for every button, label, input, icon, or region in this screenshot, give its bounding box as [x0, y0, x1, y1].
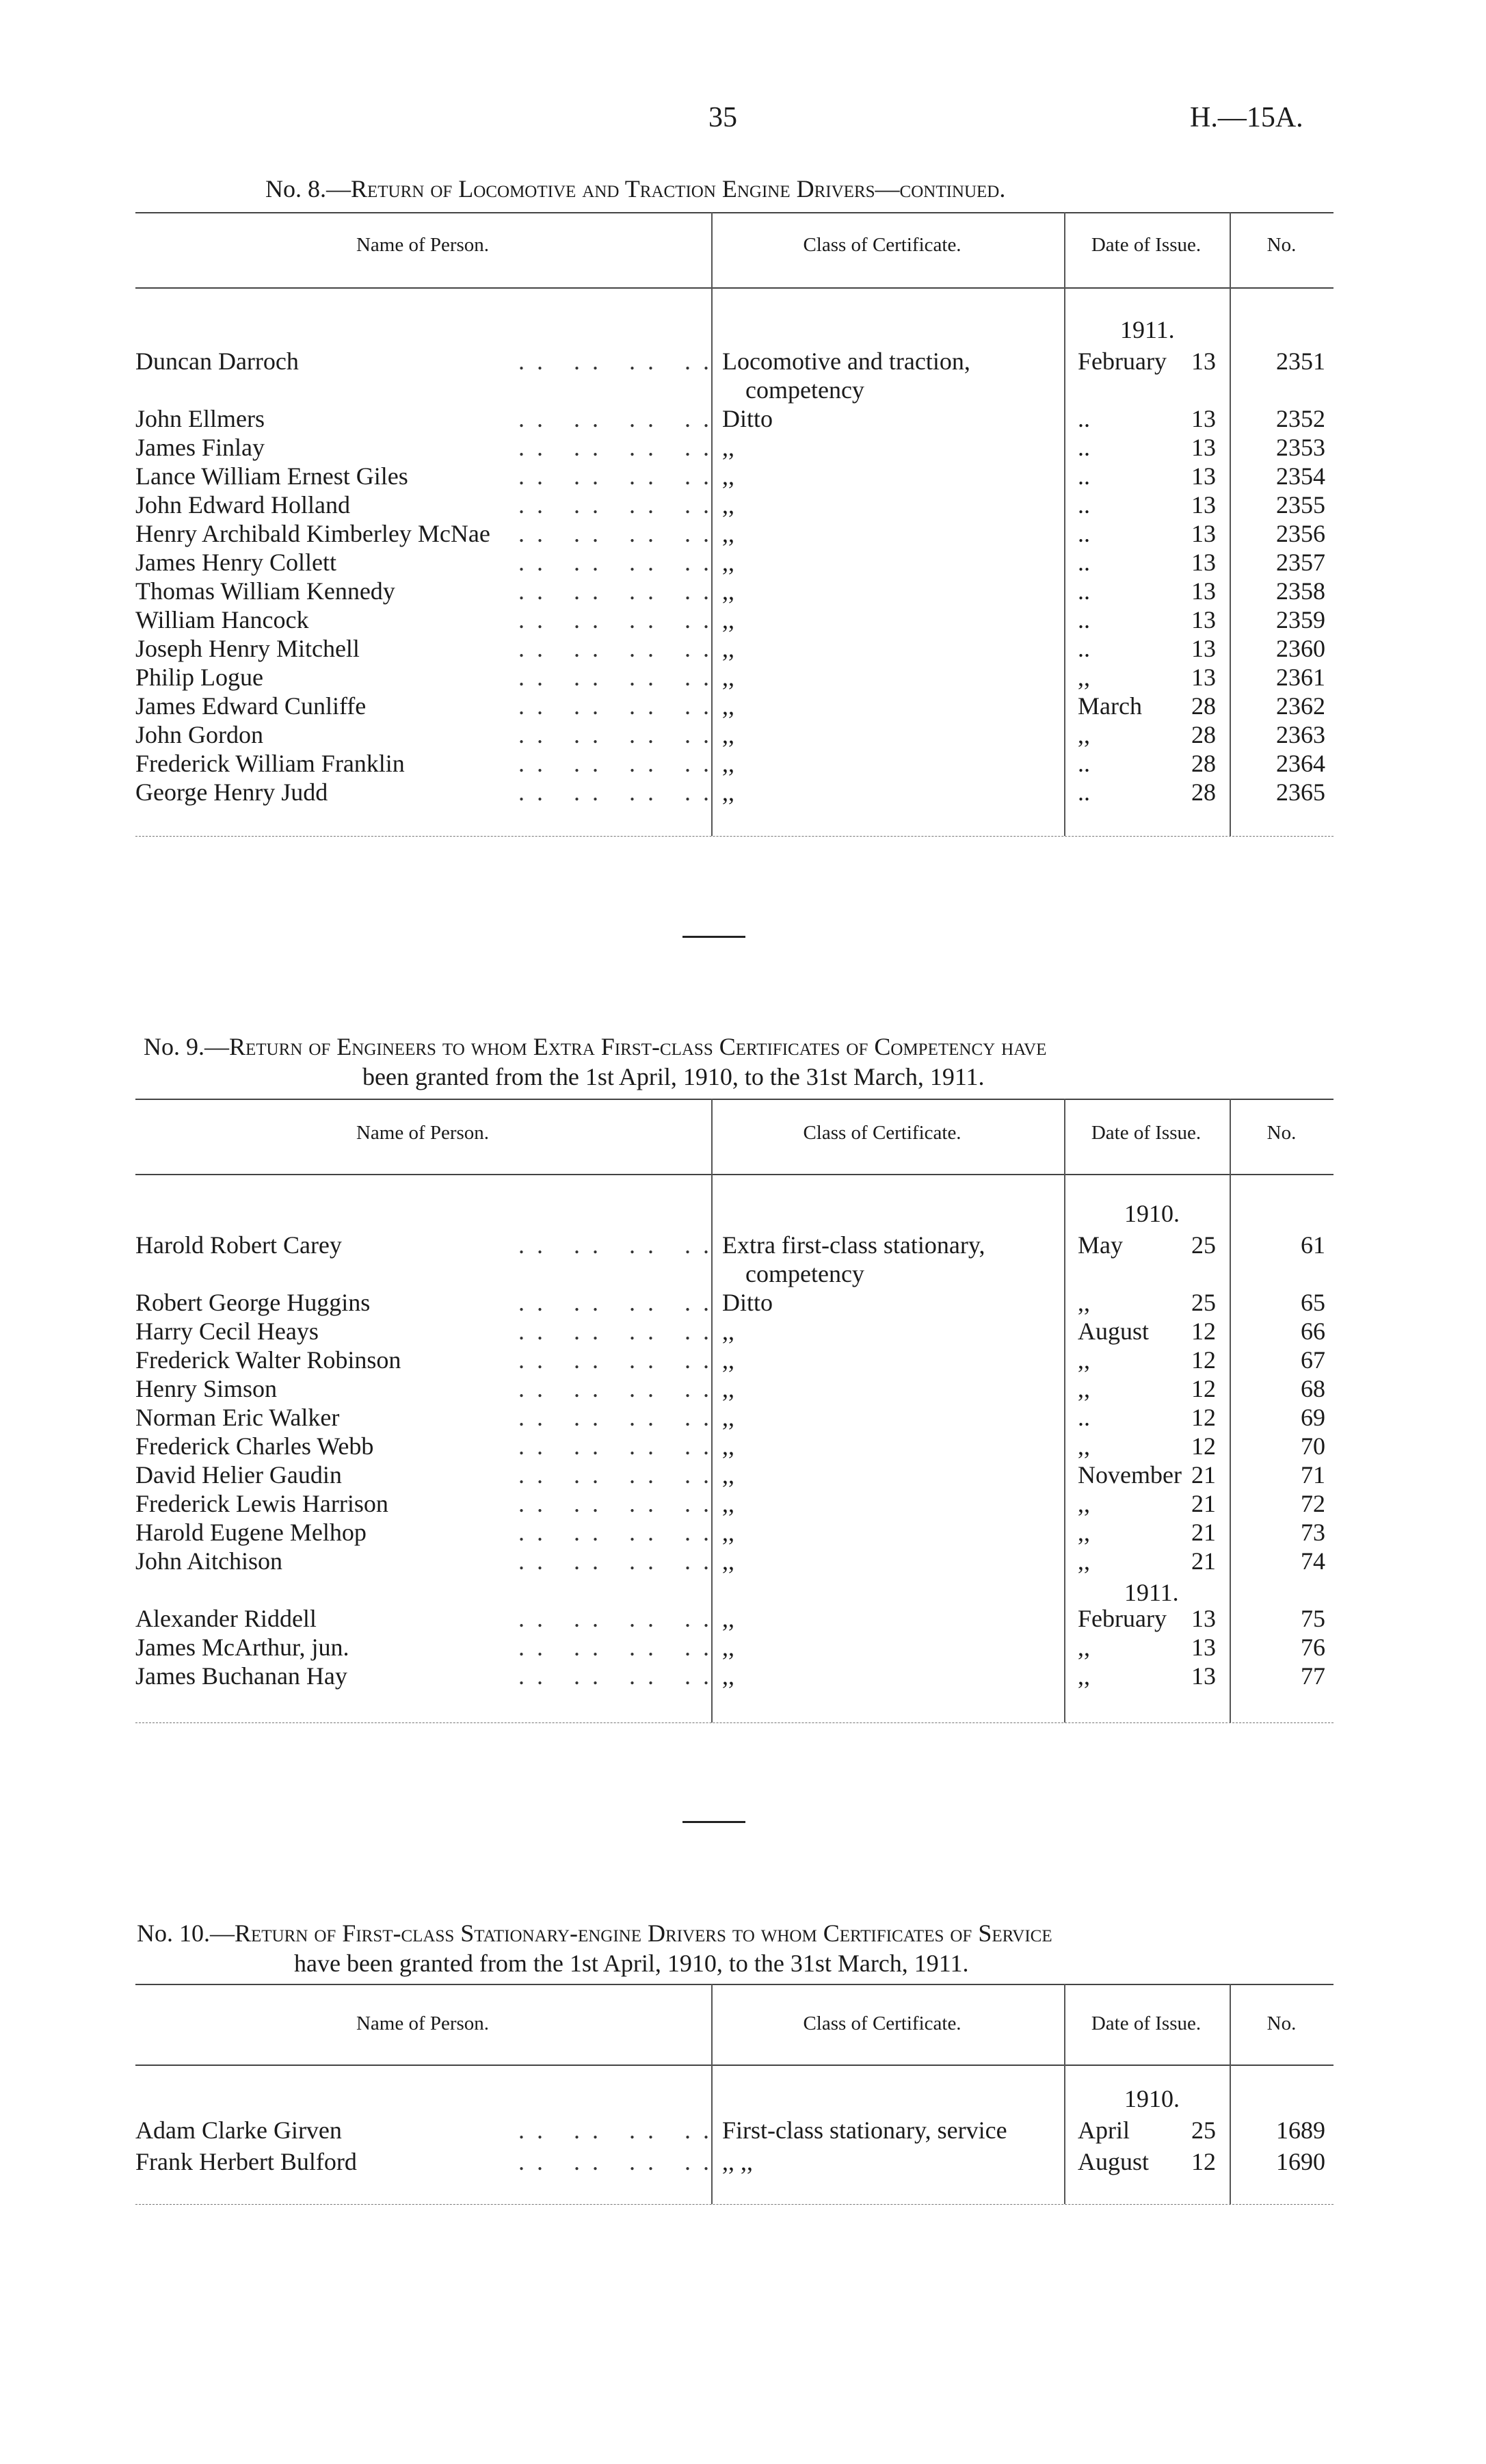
certificate-number: 2353 [1276, 434, 1325, 461]
certificate-class: Locomotive and traction, [722, 348, 970, 375]
certificate-class-continued: competency [745, 376, 864, 404]
certificate-number: 2364 [1276, 750, 1325, 777]
issue-day: 21 [1191, 1547, 1216, 1575]
person-name: John Aitchison [135, 1547, 283, 1575]
certificate-number: 74 [1301, 1547, 1325, 1575]
person-name: John Edward Holland [135, 491, 350, 519]
issue-day: 12 [1191, 1432, 1216, 1460]
certificate-number: 2361 [1276, 664, 1325, 691]
person-name: David Helier Gaudin [135, 1461, 342, 1489]
issue-month: .. [1078, 1404, 1090, 1431]
leader-dots: .. .. .. .. [518, 1231, 721, 1259]
issue-month: ,, [1078, 1547, 1090, 1575]
table10-col-no: No. [1266, 2013, 1297, 2034]
certificate-class: ,, [722, 520, 734, 547]
issue-month: .. [1078, 491, 1090, 519]
table10-year: 1910. [1124, 2085, 1180, 2112]
leader-dots: .. .. .. .. [518, 405, 721, 432]
leader-dots: .. .. .. .. [518, 491, 721, 519]
page-number: 35 [708, 102, 737, 133]
person-name: Frederick Lewis Harrison [135, 1490, 388, 1517]
certificate-class: ,, [722, 1490, 734, 1517]
leader-dots: .. .. .. .. [518, 606, 721, 633]
person-name: James Buchanan Hay [135, 1662, 347, 1690]
person-name: John Ellmers [135, 405, 265, 432]
certificate-number: 2365 [1276, 778, 1325, 806]
leader-dots: .. .. .. .. [518, 721, 721, 748]
issue-month: ,, [1078, 1519, 1090, 1546]
issue-month: February [1078, 348, 1167, 375]
leader-dots: .. .. .. .. [518, 549, 721, 576]
leader-dots: .. .. .. .. [518, 1490, 721, 1517]
certificate-number: 2354 [1276, 462, 1325, 490]
issue-month: ,, [1078, 1346, 1090, 1374]
issue-day: 21 [1191, 1519, 1216, 1546]
leader-dots: .. .. .. .. [518, 1461, 721, 1489]
person-name: William Hancock [135, 606, 309, 633]
leader-dots: .. .. .. .. [518, 462, 721, 490]
table8-col-date: Date of Issue. [1091, 234, 1202, 256]
issue-day: 28 [1191, 721, 1216, 748]
certificate-number: 67 [1301, 1346, 1325, 1374]
issue-day: 28 [1191, 778, 1216, 806]
certificate-number: 65 [1301, 1289, 1325, 1316]
issue-day: 13 [1191, 577, 1216, 605]
issue-day: 25 [1191, 1289, 1216, 1316]
issue-month: November [1078, 1461, 1182, 1489]
certificate-class: ,, [722, 778, 734, 806]
issue-day: 21 [1191, 1490, 1216, 1517]
person-name: Norman Eric Walker [135, 1404, 340, 1431]
leader-dots: .. .. .. .. [518, 2116, 721, 2144]
certificate-class: First-class stationary, service [722, 2116, 1007, 2144]
issue-month: ,, [1078, 1662, 1090, 1690]
person-name: Adam Clarke Girven [135, 2116, 342, 2144]
certificate-class: ,, [722, 1346, 734, 1374]
person-name: Philip Logue [135, 664, 263, 691]
issue-month: .. [1078, 520, 1090, 547]
person-name: Lance William Ernest Giles [135, 462, 408, 490]
leader-dots: .. .. .. .. [518, 1662, 721, 1690]
leader-dots: .. .. .. .. [518, 1346, 721, 1374]
leader-dots: .. .. .. .. [518, 1634, 721, 1661]
issue-day: 25 [1191, 2116, 1216, 2144]
issue-day: 13 [1191, 1634, 1216, 1661]
table9-year-1910: 1910. [1124, 1200, 1180, 1227]
issue-month: .. [1078, 778, 1090, 806]
certificate-class: ,, [722, 606, 734, 633]
person-name: James Edward Cunliffe [135, 692, 367, 720]
person-name: George Henry Judd [135, 778, 328, 806]
issue-month: ,, [1078, 1634, 1090, 1661]
issue-day: 12 [1191, 1346, 1216, 1374]
certificate-class: Ditto [722, 1289, 773, 1316]
certificate-number: 2358 [1276, 577, 1325, 605]
certificate-class: ,, [722, 1461, 734, 1489]
issue-month: February [1078, 1605, 1167, 1632]
certificate-number: 66 [1301, 1318, 1325, 1345]
section-separator [682, 1821, 745, 1823]
issue-day: 13 [1191, 520, 1216, 547]
issue-month: .. [1078, 462, 1090, 490]
leader-dots: .. .. .. .. [518, 1289, 721, 1316]
leader-dots: .. .. .. .. [518, 1432, 721, 1460]
person-name: Joseph Henry Mitchell [135, 635, 360, 662]
person-name: Robert George Huggins [135, 1289, 371, 1316]
leader-dots: .. .. .. .. [518, 635, 721, 662]
issue-month: .. [1078, 577, 1090, 605]
certificate-class: ,, [722, 1318, 734, 1345]
table9-year-1911: 1911. [1124, 1579, 1179, 1606]
issue-day: 13 [1191, 549, 1216, 576]
person-name: Henry Archibald Kimberley McNae [135, 520, 490, 547]
table8-col-class: Class of Certificate. [803, 234, 961, 256]
issue-day: 13 [1191, 606, 1216, 633]
leader-dots: .. .. .. .. [518, 1605, 721, 1632]
issue-day: 12 [1191, 1375, 1216, 1402]
certificate-class: ,, [722, 1404, 734, 1431]
certificate-number: 2362 [1276, 692, 1325, 720]
issue-day: 12 [1191, 2148, 1216, 2175]
certificate-class: ,, [722, 1375, 734, 1402]
leader-dots: .. .. .. .. [518, 1404, 721, 1431]
certificate-class: Extra first-class stationary, [722, 1231, 985, 1259]
certificate-number: 2357 [1276, 549, 1325, 576]
issue-month: ,, [1078, 664, 1090, 691]
certificate-class: ,, [722, 1432, 734, 1460]
certificate-class: ,, [722, 1547, 734, 1575]
leader-dots: .. .. .. .. [518, 577, 721, 605]
certificate-number: 73 [1301, 1519, 1325, 1546]
certificate-class: ,, [722, 750, 734, 777]
leader-dots: .. .. .. .. [518, 1547, 721, 1575]
certificate-number: 2360 [1276, 635, 1325, 662]
certificate-class: ,, ,, [722, 2148, 753, 2175]
table10-title-line2: have been granted from the 1st April, 1910, to the 31st March, 1911. [294, 1950, 969, 1977]
issue-month: August [1078, 2148, 1150, 2175]
table9-title-line1: Return of Engineers to whom Extra First-class Certificates of Competency have [229, 1033, 1047, 1060]
person-name: Thomas William Kennedy [135, 577, 395, 605]
certificate-number: 1689 [1276, 2116, 1325, 2144]
issue-month: ,, [1078, 1490, 1090, 1517]
certificate-number: 2352 [1276, 405, 1325, 432]
issue-day: 21 [1191, 1461, 1216, 1489]
person-name: James Finlay [135, 434, 265, 461]
certificate-class: ,, [722, 577, 734, 605]
certificate-number: 2356 [1276, 520, 1325, 547]
certificate-number: 68 [1301, 1375, 1325, 1402]
table10-col-date: Date of Issue. [1091, 2013, 1202, 2034]
certificate-class: ,, [722, 721, 734, 748]
table10-title-line1: Return of First-class Stationary-engine Drivers to whom Certificates of Service [235, 1919, 1052, 1947]
certificate-class-continued: competency [745, 1260, 864, 1287]
issue-month: .. [1078, 549, 1090, 576]
leader-dots: .. .. .. .. [518, 348, 721, 375]
issue-month: ,, [1078, 1432, 1090, 1460]
certificate-number: 2359 [1276, 606, 1325, 633]
person-name: Frank Herbert Bulford [135, 2148, 357, 2175]
certificate-class: ,, [722, 1634, 734, 1661]
table9-title-number: No. 9.— [144, 1033, 229, 1060]
certificate-number: 2351 [1276, 348, 1325, 375]
person-name: Frederick Charles Webb [135, 1432, 374, 1460]
table10-title-number: No. 10.— [137, 1919, 235, 1947]
table10-title [137, 1918, 1052, 1948]
leader-dots: .. .. .. .. [518, 664, 721, 691]
certificate-number: 71 [1301, 1461, 1325, 1489]
leader-dots: .. .. .. .. [518, 520, 721, 547]
person-name: John Gordon [135, 721, 263, 748]
certificate-class: Ditto [722, 405, 773, 432]
issue-month: .. [1078, 434, 1090, 461]
leader-dots: .. .. .. .. [518, 1375, 721, 1402]
table8-title [265, 174, 1005, 204]
issue-day: 28 [1191, 692, 1216, 720]
certificate-number: 76 [1301, 1634, 1325, 1661]
certificate-number: 72 [1301, 1490, 1325, 1517]
table8-year: 1911. [1120, 316, 1175, 343]
person-name: Frederick Walter Robinson [135, 1346, 401, 1374]
table8 [135, 212, 1334, 841]
certificate-class: ,, [722, 549, 734, 576]
issue-day: 13 [1191, 1605, 1216, 1632]
section-separator [682, 936, 745, 938]
issue-month: .. [1078, 635, 1090, 662]
person-name: Alexander Riddell [135, 1605, 317, 1632]
certificate-class: ,, [722, 491, 734, 519]
issue-month: ,, [1078, 1375, 1090, 1402]
document-reference: H.—15A. [1190, 102, 1303, 133]
leader-dots: .. .. .. .. [518, 2148, 721, 2175]
person-name: James McArthur, jun. [135, 1634, 349, 1661]
table8-title-text: Return of Locomotive and Traction Engine Drivers—continued. [351, 175, 1006, 202]
leader-dots: .. .. .. .. [518, 1519, 721, 1546]
table9-col-name: Name of Person. [356, 1122, 490, 1144]
certificate-class: ,, [722, 1605, 734, 1632]
issue-day: 13 [1191, 635, 1216, 662]
issue-day: 13 [1191, 405, 1216, 432]
certificate-number: 1690 [1276, 2148, 1325, 2175]
issue-day: 25 [1191, 1231, 1216, 1259]
table10-col-class: Class of Certificate. [803, 2013, 961, 2034]
table8-col-no: No. [1266, 234, 1297, 256]
certificate-class: ,, [722, 664, 734, 691]
certificate-number: 2355 [1276, 491, 1325, 519]
person-name: Harry Cecil Heays [135, 1318, 319, 1345]
table8-title-number: No. 8.— [265, 175, 351, 202]
table8-col-name: Name of Person. [356, 234, 490, 256]
issue-day: 12 [1191, 1404, 1216, 1431]
certificate-number: 2363 [1276, 721, 1325, 748]
issue-day: 13 [1191, 491, 1216, 519]
issue-month: .. [1078, 750, 1090, 777]
person-name: Henry Simson [135, 1375, 277, 1402]
issue-day: 13 [1191, 434, 1216, 461]
certificate-class: ,, [722, 434, 734, 461]
issue-month: May [1078, 1231, 1123, 1259]
issue-month: .. [1078, 606, 1090, 633]
table10 [135, 1984, 1334, 2216]
issue-month: ,, [1078, 721, 1090, 748]
certificate-number: 61 [1301, 1231, 1325, 1259]
issue-day: 13 [1191, 664, 1216, 691]
certificate-class: ,, [722, 1662, 734, 1690]
issue-month: August [1078, 1318, 1150, 1345]
certificate-number: 70 [1301, 1432, 1325, 1460]
certificate-number: 69 [1301, 1404, 1325, 1431]
certificate-number: 77 [1301, 1662, 1325, 1690]
table9-col-no: No. [1266, 1122, 1297, 1144]
table9-title-line2: been granted from the 1st April, 1910, to the 31st March, 1911. [362, 1063, 985, 1090]
issue-month: April [1078, 2116, 1130, 2144]
leader-dots: .. .. .. .. [518, 1318, 721, 1345]
issue-month: March [1078, 692, 1142, 720]
person-name: Harold Robert Carey [135, 1231, 342, 1259]
issue-day: 12 [1191, 1318, 1216, 1345]
certificate-class: ,, [722, 1519, 734, 1546]
table9 [135, 1099, 1334, 1728]
certificate-number: 75 [1301, 1605, 1325, 1632]
issue-month: ,, [1078, 1289, 1090, 1316]
leader-dots: .. .. .. .. [518, 434, 721, 461]
table9-col-date: Date of Issue. [1091, 1122, 1202, 1144]
person-name: James Henry Collett [135, 549, 336, 576]
issue-day: 13 [1191, 1662, 1216, 1690]
person-name: Duncan Darroch [135, 348, 299, 375]
table10-col-name: Name of Person. [356, 2013, 490, 2034]
leader-dots: .. .. .. .. [518, 778, 721, 806]
certificate-class: ,, [722, 462, 734, 490]
issue-day: 13 [1191, 348, 1216, 375]
issue-month: .. [1078, 405, 1090, 432]
person-name: Harold Eugene Melhop [135, 1519, 367, 1546]
issue-day: 13 [1191, 462, 1216, 490]
certificate-class: ,, [722, 635, 734, 662]
leader-dots: .. .. .. .. [518, 750, 721, 777]
table9-title [144, 1032, 1046, 1062]
person-name: Frederick William Franklin [135, 750, 405, 777]
table9-col-class: Class of Certificate. [803, 1122, 961, 1144]
issue-day: 28 [1191, 750, 1216, 777]
leader-dots: .. .. .. .. [518, 692, 721, 720]
certificate-class: ,, [722, 692, 734, 720]
